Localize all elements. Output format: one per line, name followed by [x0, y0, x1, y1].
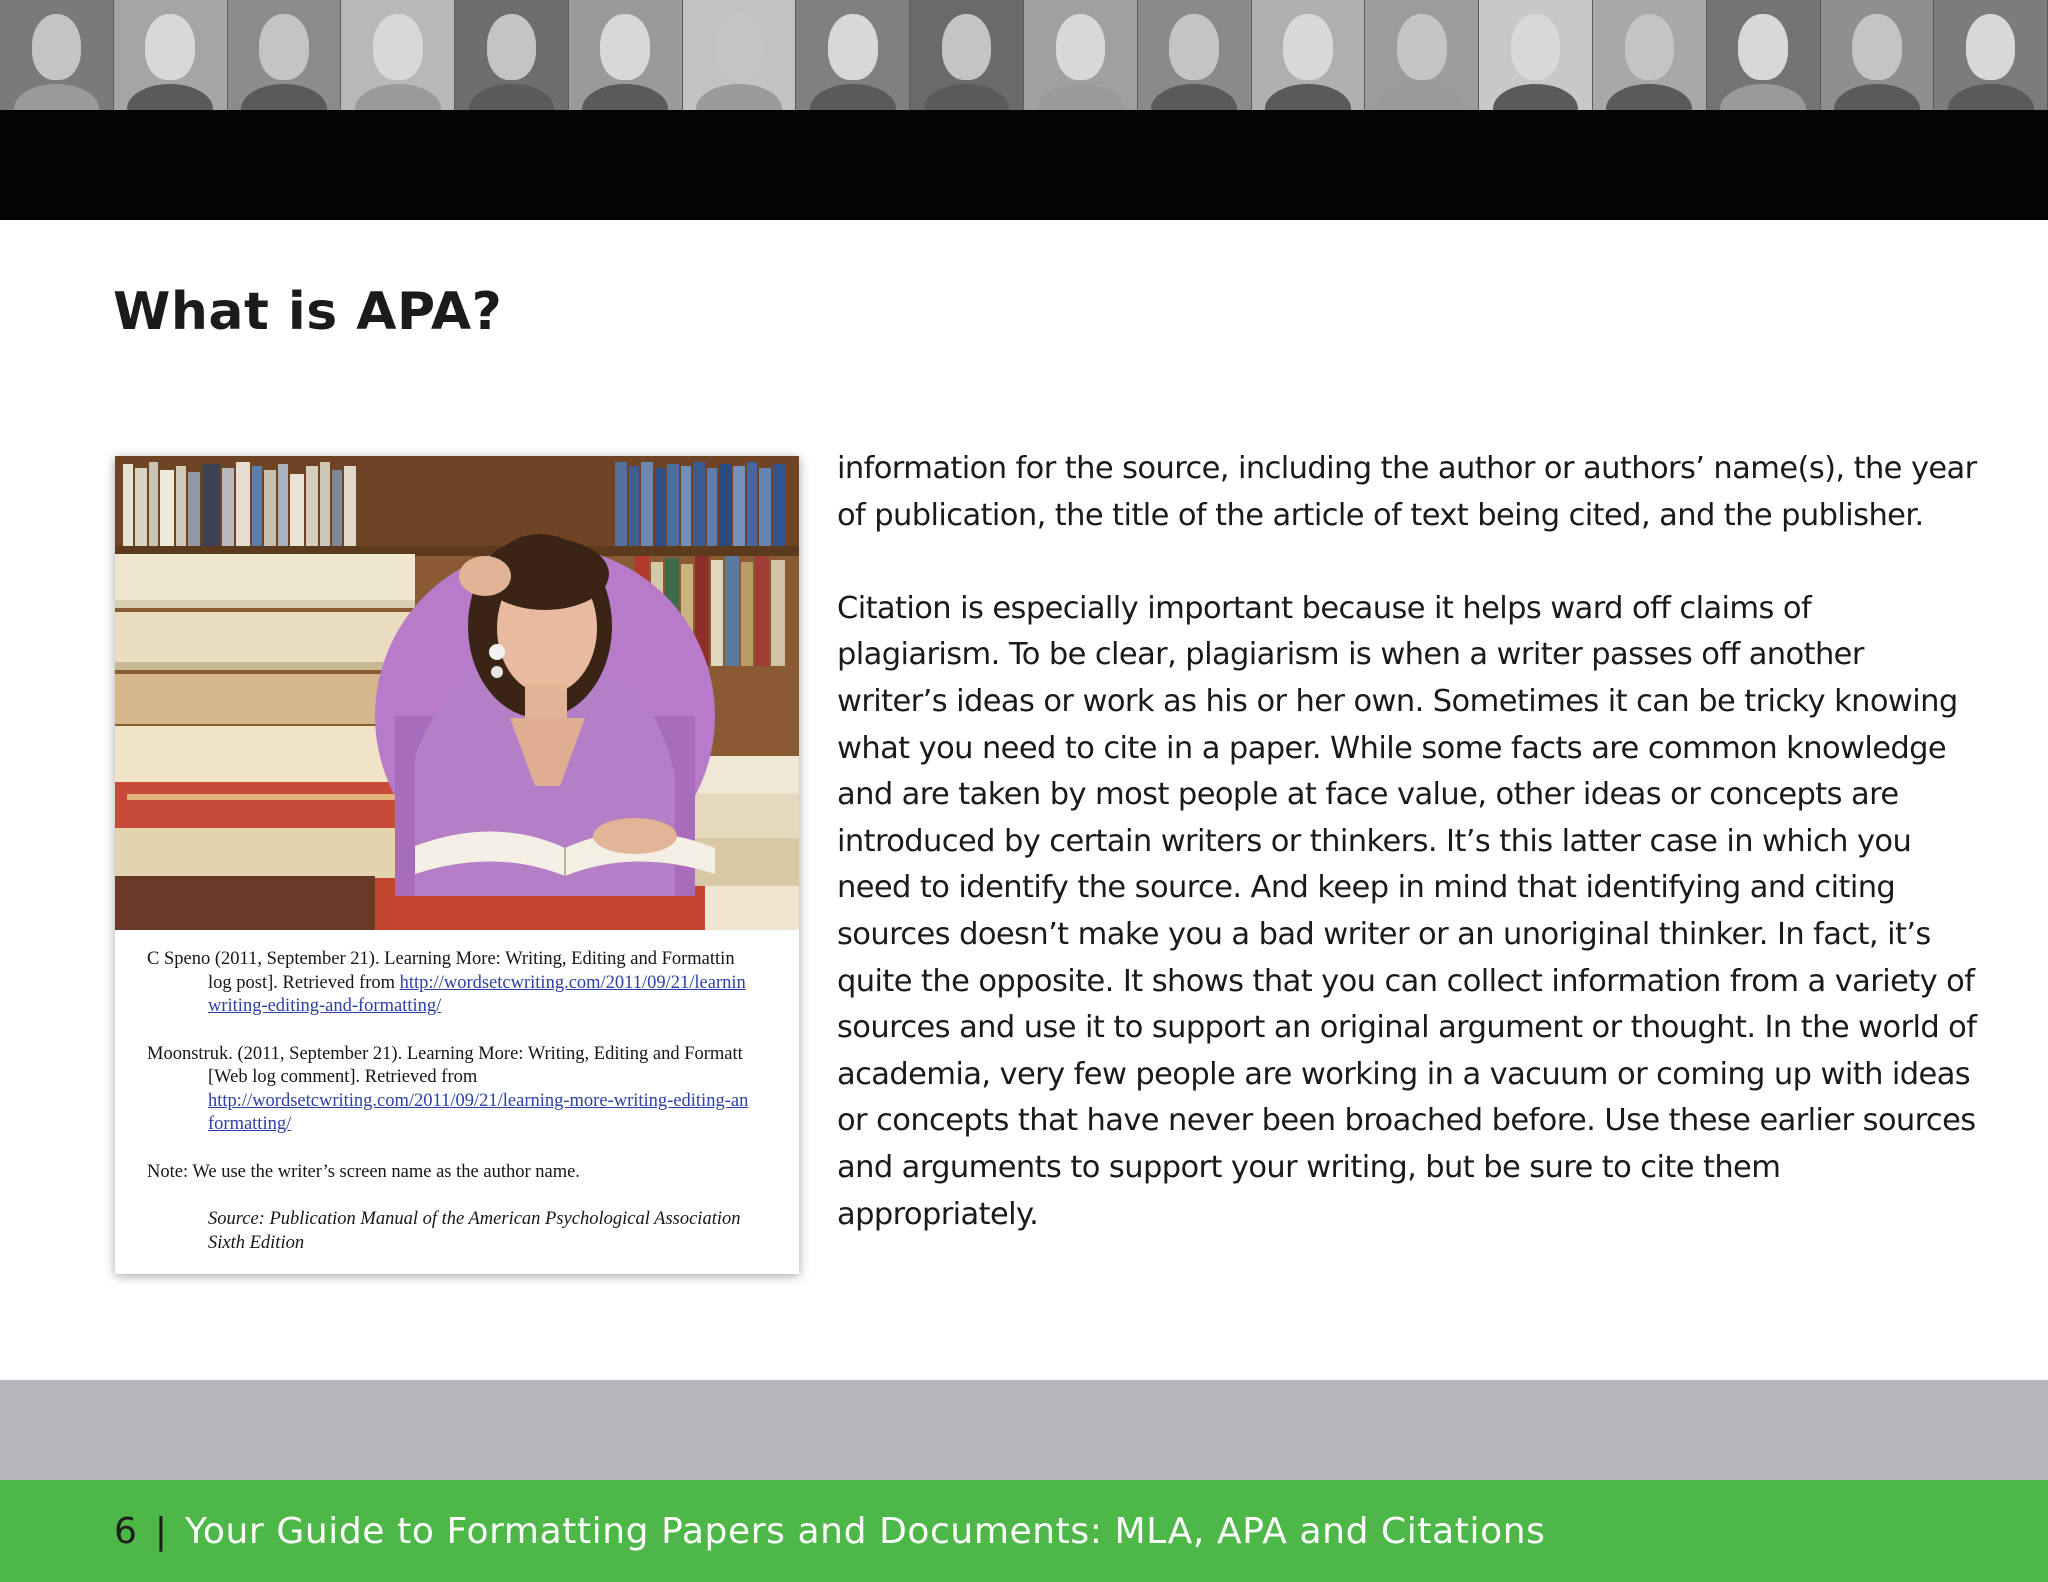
- reference-examples: [147, 948, 799, 1255]
- reference-note: Note: We use the writer’s screen name as the author name.: [147, 1161, 580, 1182]
- reference-url-link[interactable]: http://wordsetcwriting.com/2011/09/21/learning-more-writing-editing-an: [208, 1090, 749, 1111]
- footer-guide-title: Your Guide to Formatting Papers and Documents: MLA, APA and Citations: [185, 1510, 1546, 1552]
- portrait-shoulders-shape: [924, 84, 1010, 110]
- portrait-head-shape: [1397, 14, 1447, 80]
- portrait-shoulders-shape: [469, 84, 555, 110]
- reference-retrieval-line: [Web log comment]. Retrieved from: [208, 1067, 478, 1087]
- portrait-head-shape: [1966, 14, 2016, 80]
- body-paragraph-2: Citation is especially important because it helps ward off claims of plagiarism. To be clear, plagiarism is when a writer passes off another writer’s ideas or work as his or her own. Sometimes it can be tricky knowing what you need to cite in a paper. While some facts are common knowledge and are taken by most people at face value, other ideas or concepts are introduced by certain writers or thinkers. It’s this latter case in which you need to identify the source. And keep in mind that identifying and citing sources doesn’t make you a bad writer or an unoriginal thinker. In fact, it’s quite the opposite. It shows that you can collect information from a variety of sources and use it to support an original argument or thought. In the world of academia, very few people are working in a vacuum or coming up with ideas or concepts that have never been broached before. Use these earlier sources and arguments to support your writing, but be sure to cite them appropriately.: [837, 590, 1977, 1232]
- reference-url-link[interactable]: http://wordsetcwriting.com/2011/09/21/learnin: [399, 972, 746, 993]
- header-portrait-photo: [228, 0, 342, 110]
- reference-source-line: Source: Publication Manual of the American Psychological Association: [208, 1209, 741, 1229]
- header-portrait-photo: [569, 0, 683, 110]
- portrait-head-shape: [487, 14, 537, 80]
- portrait-shoulders-shape: [1493, 84, 1579, 110]
- portrait-head-shape: [1169, 14, 1219, 80]
- portrait-shoulders-shape: [1948, 84, 2034, 110]
- header-portrait-photo: [0, 0, 114, 110]
- header-portrait-photo: [455, 0, 569, 110]
- portrait-head-shape: [32, 14, 82, 80]
- reference-entry-blog-post: [147, 948, 799, 1019]
- header-portrait-photo: [1821, 0, 1935, 110]
- portrait-head-shape: [828, 14, 878, 80]
- portrait-shoulders-shape: [241, 84, 327, 110]
- header-portrait-photo: [683, 0, 797, 110]
- portrait-head-shape: [714, 14, 764, 80]
- portrait-head-shape: [259, 14, 309, 80]
- header-portrait-photo: [1934, 0, 2048, 110]
- reference-author-line: C Speno (2011, September 21). Learning More: Writing, Editing and Formattin: [147, 949, 735, 969]
- header-portrait-photo: [796, 0, 910, 110]
- portrait-shoulders-shape: [1720, 84, 1806, 110]
- portrait-head-shape: [373, 14, 423, 80]
- header-portrait-photo: [1024, 0, 1138, 110]
- portrait-shoulders-shape: [355, 84, 441, 110]
- portrait-head-shape: [1738, 14, 1788, 80]
- header-portrait-photo: [910, 0, 1024, 110]
- student-reading-photo: [115, 456, 799, 930]
- portrait-shoulders-shape: [810, 84, 896, 110]
- portrait-shoulders-shape: [14, 84, 100, 110]
- portrait-shoulders-shape: [1379, 84, 1465, 110]
- body-text: [837, 446, 1977, 1238]
- header-portrait-photo: [341, 0, 455, 110]
- portrait-head-shape: [942, 14, 992, 80]
- header-portrait-photo: [1593, 0, 1707, 110]
- portrait-shoulders-shape: [1606, 84, 1692, 110]
- footer-separator: |: [154, 1510, 168, 1552]
- body-paragraph-1: information for the source, including the author or authors’ name(s), the year of publication, the title of the article of text being cited, and the publisher.: [837, 451, 1977, 533]
- portrait-shoulders-shape: [1151, 84, 1237, 110]
- header-portrait-photo: [1707, 0, 1821, 110]
- page-number: 6: [114, 1510, 137, 1552]
- header-photo-strip: [0, 0, 2048, 110]
- portrait-head-shape: [1511, 14, 1561, 80]
- portrait-head-shape: [145, 14, 195, 80]
- reference-retrieved-label: log post]. Retrieved from: [208, 972, 400, 993]
- reference-author-line: Moonstruk. (2011, September 21). Learning More: Writing, Editing and Formatt: [147, 1043, 743, 1064]
- portrait-shoulders-shape: [582, 84, 668, 110]
- portrait-head-shape: [1056, 14, 1106, 80]
- reference-url-link-continued[interactable]: formatting/: [208, 1114, 292, 1134]
- portrait-head-shape: [1625, 14, 1675, 80]
- header-portrait-photo: [1252, 0, 1366, 110]
- reference-entry-comment: [147, 1043, 799, 1137]
- header-portrait-photo: [114, 0, 228, 110]
- portrait-shoulders-shape: [696, 84, 782, 110]
- portrait-head-shape: [600, 14, 650, 80]
- page-title: What is APA?: [113, 282, 503, 342]
- header-portrait-photo: [1138, 0, 1252, 110]
- portrait-head-shape: [1852, 14, 1902, 80]
- footer-gray-band: [0, 1380, 2048, 1480]
- portrait-shoulders-shape: [1834, 84, 1920, 110]
- portrait-head-shape: [1283, 14, 1333, 80]
- portrait-shoulders-shape: [1265, 84, 1351, 110]
- header-portrait-photo: [1365, 0, 1479, 110]
- reference-retrieval-line: [147, 972, 799, 996]
- citation-example-figure: [115, 456, 799, 1274]
- portrait-shoulders-shape: [1038, 84, 1124, 110]
- reference-url-link-continued[interactable]: writing-editing-and-formatting/: [208, 996, 442, 1016]
- header-portrait-photo: [1479, 0, 1593, 110]
- portrait-shoulders-shape: [127, 84, 213, 110]
- reference-source-edition: Sixth Edition: [208, 1232, 305, 1253]
- footer-bar: [0, 1480, 2048, 1582]
- header-black-band: [0, 110, 2048, 220]
